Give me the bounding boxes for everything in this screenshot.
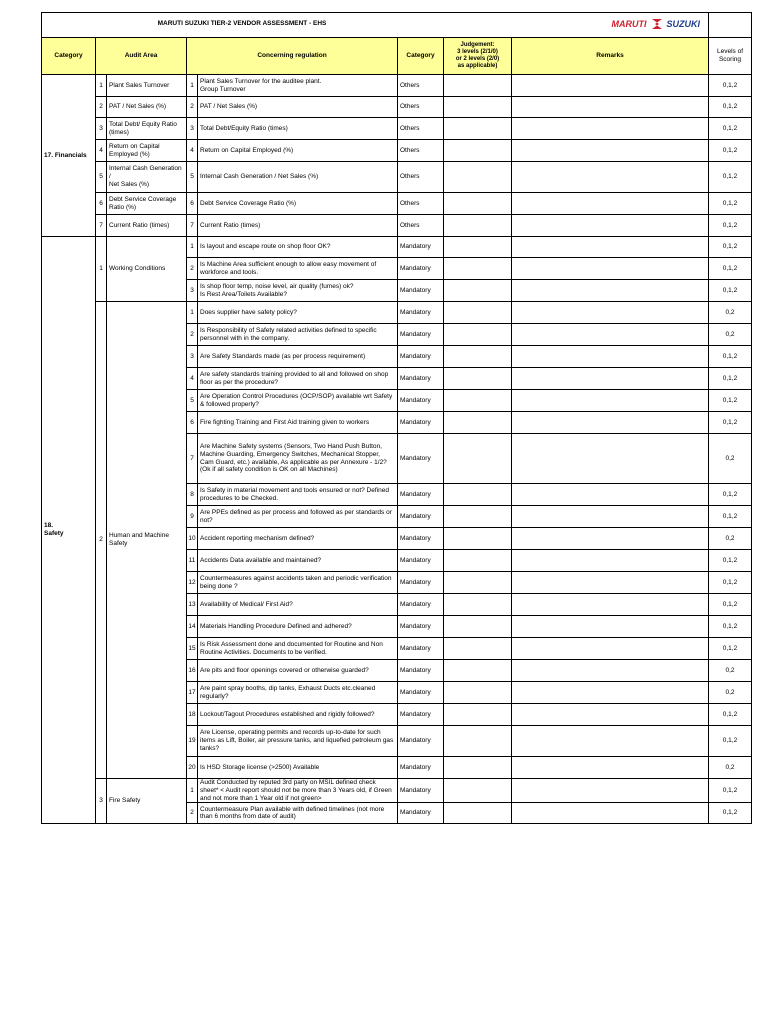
remarks-cell[interactable]	[512, 412, 709, 434]
remarks-cell[interactable]	[512, 215, 709, 237]
regulation-text: Is Responsibility of Safety related activities defined to specific personnel with in the company.	[198, 324, 398, 346]
regulation-text: Is shop floor temp, noise level, air quality (fumes) ok? Is Rest Area/Toilets Available?	[198, 280, 398, 302]
item-number: 2	[187, 324, 198, 346]
item-category: Mandatory	[398, 638, 444, 660]
item-number: 2	[187, 97, 198, 118]
logo-suzuki-text: SUZUKI	[666, 18, 700, 29]
remarks-cell[interactable]	[512, 616, 709, 638]
audit-area-name: Internal Cash Generation / Net Sales (%)	[107, 162, 187, 193]
item-category: Mandatory	[398, 704, 444, 726]
audit-area-number: 7	[96, 215, 107, 237]
levels-of-scoring: 0,1,2	[709, 779, 752, 803]
regulation-text: Are safety standards training provided to all and followed on shop floor as per the procedure?	[198, 368, 398, 390]
remarks-cell[interactable]	[512, 484, 709, 506]
item-number: 9	[187, 506, 198, 528]
remarks-cell[interactable]	[512, 704, 709, 726]
item-number: 16	[187, 660, 198, 682]
audit-area-number: 4	[96, 140, 107, 162]
remarks-cell[interactable]	[512, 280, 709, 302]
header-remarks: Remarks	[512, 38, 709, 75]
judgement-cell[interactable]	[444, 434, 512, 484]
item-category: Mandatory	[398, 484, 444, 506]
item-number: 1	[187, 302, 198, 324]
remarks-cell[interactable]	[512, 390, 709, 412]
header-row	[42, 38, 752, 75]
regulation-text: Are License, operating permits and records up-to-date for such items as Lift, Boiler, air pressure tanks, and liquefied petroleum gas tanks?	[198, 726, 398, 757]
regulation-text: Availability of Medical/ First Aid?	[198, 594, 398, 616]
table-row	[42, 118, 752, 140]
judgement-cell[interactable]	[444, 162, 512, 193]
judgement-cell[interactable]	[444, 660, 512, 682]
regulation-text: Are PPEs defined as per process and followed as per standards or not?	[198, 506, 398, 528]
levels-of-scoring: 0,2	[709, 324, 752, 346]
item-number: 2	[187, 258, 198, 280]
regulation-text: Current Ratio (times)	[198, 215, 398, 237]
remarks-cell[interactable]	[512, 346, 709, 368]
remarks-cell[interactable]	[512, 118, 709, 140]
item-number: 7	[187, 434, 198, 484]
item-category: Mandatory	[398, 726, 444, 757]
table-row	[42, 75, 752, 97]
item-category: Mandatory	[398, 757, 444, 779]
item-number: 6	[187, 412, 198, 434]
item-category: Others	[398, 75, 444, 97]
item-number: 14	[187, 616, 198, 638]
judgement-cell[interactable]	[444, 572, 512, 594]
section-category: 17. Financials	[42, 75, 96, 237]
regulation-text: Is HSD Storage license (>2500) Available	[198, 757, 398, 779]
regulation-text: Is Machine Area sufficient enough to allow easy movement of workforce and tools.	[198, 258, 398, 280]
company-logo	[612, 18, 701, 30]
regulation-text: Does supplier have safety policy?	[198, 302, 398, 324]
item-category: Mandatory	[398, 528, 444, 550]
levels-of-scoring: 0,1,2	[709, 484, 752, 506]
table-row	[42, 97, 752, 118]
item-category: Others	[398, 118, 444, 140]
item-category: Mandatory	[398, 324, 444, 346]
audit-area-name: Fire Safety	[107, 779, 187, 824]
audit-area-number: 6	[96, 193, 107, 215]
item-number: 5	[187, 390, 198, 412]
item-category: Mandatory	[398, 779, 444, 803]
regulation-text: Total Debt/Equity Ratio (times)	[198, 118, 398, 140]
remarks-cell[interactable]	[512, 75, 709, 97]
audit-area-number: 5	[96, 162, 107, 193]
levels-of-scoring: 0,2	[709, 434, 752, 484]
regulation-text: PAT / Net Sales (%)	[198, 97, 398, 118]
item-category: Mandatory	[398, 368, 444, 390]
judgement-cell[interactable]	[444, 682, 512, 704]
item-category: Others	[398, 215, 444, 237]
levels-of-scoring: 0,2	[709, 660, 752, 682]
table-row	[42, 215, 752, 237]
table-row	[42, 193, 752, 215]
item-category: Others	[398, 97, 444, 118]
item-category: Mandatory	[398, 594, 444, 616]
levels-of-scoring: 0,1,2	[709, 616, 752, 638]
levels-of-scoring: 0,1,2	[709, 75, 752, 97]
levels-of-scoring: 0,1,2	[709, 215, 752, 237]
judgement-cell[interactable]	[444, 193, 512, 215]
table-row	[42, 237, 752, 258]
item-category: Mandatory	[398, 412, 444, 434]
item-number: 3	[187, 118, 198, 140]
item-number: 15	[187, 638, 198, 660]
audit-area-name: Working Conditions	[107, 237, 187, 302]
audit-area-number: 2	[96, 302, 107, 779]
table-row	[42, 779, 752, 803]
audit-area-number: 3	[96, 779, 107, 824]
regulation-text: Are paint spray booths, dip tanks, Exhaust Ducts etc.cleaned regularly?	[198, 682, 398, 704]
audit-area-number: 1	[96, 237, 107, 302]
judgement-cell[interactable]	[444, 75, 512, 97]
remarks-cell[interactable]	[512, 726, 709, 757]
header-concerning-regulation: Concerning regulation	[187, 38, 398, 75]
remarks-cell[interactable]	[512, 324, 709, 346]
regulation-text: Is layout and escape route on shop floor OK?	[198, 237, 398, 258]
judgement-cell[interactable]	[444, 280, 512, 302]
item-number: 1	[187, 75, 198, 97]
remarks-cell[interactable]	[512, 434, 709, 484]
remarks-cell[interactable]	[512, 140, 709, 162]
table-row	[42, 302, 752, 324]
levels-of-scoring: 0,1,2	[709, 118, 752, 140]
remarks-cell[interactable]	[512, 803, 709, 824]
header-judgement: Judgement: 3 levels (2/1/0) or 2 levels (2/0) as applicable)	[444, 38, 512, 75]
remarks-cell[interactable]	[512, 779, 709, 803]
levels-of-scoring: 0,1,2	[709, 550, 752, 572]
remarks-cell[interactable]	[512, 368, 709, 390]
levels-of-scoring: 0,2	[709, 302, 752, 324]
item-number: 4	[187, 368, 198, 390]
item-category: Mandatory	[398, 616, 444, 638]
remarks-cell[interactable]	[512, 757, 709, 779]
levels-of-scoring: 0,2	[709, 757, 752, 779]
item-category: Mandatory	[398, 280, 444, 302]
document-title: MARUTI SUZUKI TIER-2 VENDOR ASSESSMENT - EHS	[157, 20, 327, 27]
levels-of-scoring: 0,2	[709, 528, 752, 550]
levels-of-scoring: 0,1,2	[709, 346, 752, 368]
levels-of-scoring: 0,1,2	[709, 390, 752, 412]
regulation-text: Audit Conducted by reputed 3rd party on MSIL defined check sheet* < Audit report should not be more than 3 Years old, if Green and not more than 1 Year old if not green>	[198, 779, 398, 803]
table-row	[42, 162, 752, 193]
regulation-text: Return on Capital Employed (%)	[198, 140, 398, 162]
regulation-text: Are Machine Safety systems (Sensors, Two Hand Push Button, Machine Guarding, Emergency Switches, Mechanical Stopper, Cam Guard, etc.) available, As applicable as per Annexure - 1/2? (Ok if all safety condition is OK on all Machines)	[198, 434, 398, 484]
judgement-cell[interactable]	[444, 803, 512, 824]
audit-area-name: PAT / Net Sales (%)	[107, 97, 187, 118]
levels-of-scoring: 0,1,2	[709, 368, 752, 390]
judgement-cell[interactable]	[444, 258, 512, 280]
remarks-cell[interactable]	[512, 302, 709, 324]
remarks-cell[interactable]	[512, 682, 709, 704]
levels-of-scoring: 0,1,2	[709, 412, 752, 434]
section-category: 18. Safety	[42, 237, 96, 824]
levels-of-scoring: 0,1,2	[709, 97, 752, 118]
levels-of-scoring: 0,1,2	[709, 704, 752, 726]
item-number: 7	[187, 215, 198, 237]
judgement-cell[interactable]	[444, 412, 512, 434]
levels-of-scoring: 0,1,2	[709, 638, 752, 660]
judgement-cell[interactable]	[444, 594, 512, 616]
item-number: 8	[187, 484, 198, 506]
regulation-text: Internal Cash Generation / Net Sales (%)	[198, 162, 398, 193]
regulation-text: Is Safety in material movement and tools ensured or not? Defined procedures to be Checked.	[198, 484, 398, 506]
judgement-cell[interactable]	[444, 390, 512, 412]
item-category: Mandatory	[398, 390, 444, 412]
item-category: Mandatory	[398, 258, 444, 280]
header-category: Category	[42, 38, 96, 75]
levels-of-scoring: 0,1,2	[709, 237, 752, 258]
item-number: 1	[187, 779, 198, 803]
remarks-cell[interactable]	[512, 594, 709, 616]
item-number: 13	[187, 594, 198, 616]
judgement-cell[interactable]	[444, 616, 512, 638]
levels-of-scoring: 0,1,2	[709, 803, 752, 824]
item-number: 2	[187, 803, 198, 824]
item-number: 18	[187, 704, 198, 726]
judgement-cell[interactable]	[444, 484, 512, 506]
remarks-cell[interactable]	[512, 638, 709, 660]
regulation-text: Materials Handling Procedure Defined and adhered?	[198, 616, 398, 638]
judgement-cell[interactable]	[444, 726, 512, 757]
levels-of-scoring: 0,1,2	[709, 140, 752, 162]
audit-area-number: 3	[96, 118, 107, 140]
judgement-cell[interactable]	[444, 346, 512, 368]
title-row	[42, 13, 709, 38]
remarks-cell[interactable]	[512, 258, 709, 280]
remarks-cell[interactable]	[512, 97, 709, 118]
audit-area-name: Return on Capital Employed (%)	[107, 140, 187, 162]
judgement-cell[interactable]	[444, 302, 512, 324]
item-category: Mandatory	[398, 682, 444, 704]
item-category: Mandatory	[398, 237, 444, 258]
item-number: 1	[187, 237, 198, 258]
audit-area-name: Plant Sales Turnover	[107, 75, 187, 97]
judgement-cell[interactable]	[444, 368, 512, 390]
levels-of-scoring: 0,1,2	[709, 162, 752, 193]
judgement-cell[interactable]	[444, 528, 512, 550]
item-category: Mandatory	[398, 346, 444, 368]
item-number: 20	[187, 757, 198, 779]
item-category: Others	[398, 140, 444, 162]
item-number: 3	[187, 346, 198, 368]
item-category: Mandatory	[398, 660, 444, 682]
judgement-cell[interactable]	[444, 704, 512, 726]
item-category: Mandatory	[398, 550, 444, 572]
item-category: Mandatory	[398, 434, 444, 484]
regulation-text: Fire fighting Training and First Aid training given to workers	[198, 412, 398, 434]
judgement-cell[interactable]	[444, 97, 512, 118]
item-category: Mandatory	[398, 506, 444, 528]
regulation-text: Accident reporting mechanism defined?	[198, 528, 398, 550]
regulation-text: Are pits and floor openings covered or otherwise guarded?	[198, 660, 398, 682]
header-category-type: Category	[398, 38, 444, 75]
audit-area-number: 1	[96, 75, 107, 97]
remarks-cell[interactable]	[512, 193, 709, 215]
regulation-text: Accidents Data available and maintained?	[198, 550, 398, 572]
assessment-table	[41, 12, 752, 824]
levels-of-scoring: 0,1,2	[709, 506, 752, 528]
item-number: 6	[187, 193, 198, 215]
remarks-cell[interactable]	[512, 506, 709, 528]
levels-of-scoring: 0,1,2	[709, 726, 752, 757]
remarks-cell[interactable]	[512, 237, 709, 258]
judgement-cell[interactable]	[444, 757, 512, 779]
item-number: 5	[187, 162, 198, 193]
logo-maruti-text: MARUTI	[611, 18, 647, 29]
item-number: 19	[187, 726, 198, 757]
levels-of-scoring: 0,2	[709, 682, 752, 704]
levels-of-scoring: 0,1,2	[709, 280, 752, 302]
item-number: 10	[187, 528, 198, 550]
item-category: Mandatory	[398, 803, 444, 824]
item-number: 17	[187, 682, 198, 704]
item-category: Others	[398, 193, 444, 215]
regulation-text: Is Risk Assessment done and documented for Routine and Non Routine Activities. Documents to be verified.	[198, 638, 398, 660]
levels-of-scoring: 0,1,2	[709, 193, 752, 215]
regulation-text: Are Operation Control Procedures (OCP/SOP) available wrt Safety & followed properly?	[198, 390, 398, 412]
judgement-cell[interactable]	[444, 550, 512, 572]
audit-area-name: Total Debt/ Equity Ratio (times)	[107, 118, 187, 140]
item-number: 11	[187, 550, 198, 572]
levels-of-scoring: 0,1,2	[709, 258, 752, 280]
regulation-text: Countermeasure Plan available with defined timelines (not more than 6 months from date of audit)	[198, 803, 398, 824]
judgement-cell[interactable]	[444, 118, 512, 140]
levels-of-scoring: 0,1,2	[709, 594, 752, 616]
remarks-cell[interactable]	[512, 572, 709, 594]
suzuki-s-icon	[650, 18, 664, 30]
regulation-text: Plant Sales Turnover for the auditee plant. Group Turnover	[198, 75, 398, 97]
header-levels-of-scoring: Levels of Scoring	[709, 38, 752, 75]
audit-area-name: Debt Service Coverage Ratio (%)	[107, 193, 187, 215]
regulation-text: Countermeasures against accidents taken and periodic verification being done ?	[198, 572, 398, 594]
item-category: Others	[398, 162, 444, 193]
regulation-text: Are Safety Standards made (as per process requirement)	[198, 346, 398, 368]
regulation-text: Lockout/Tagout Procedures established and rigidly followed?	[198, 704, 398, 726]
judgement-cell[interactable]	[444, 140, 512, 162]
table-row	[42, 140, 752, 162]
remarks-cell[interactable]	[512, 550, 709, 572]
regulation-text: Debt Service Coverage Ratio (%)	[198, 193, 398, 215]
item-category: Mandatory	[398, 572, 444, 594]
item-category: Mandatory	[398, 302, 444, 324]
judgement-cell[interactable]	[444, 638, 512, 660]
judgement-cell[interactable]	[444, 506, 512, 528]
remarks-cell[interactable]	[512, 528, 709, 550]
item-number: 3	[187, 280, 198, 302]
audit-area-name: Human and Machine Safety	[107, 302, 187, 779]
judgement-cell[interactable]	[444, 237, 512, 258]
header-audit-area: Audit Area	[96, 38, 187, 75]
item-number: 12	[187, 572, 198, 594]
judgement-cell[interactable]	[444, 215, 512, 237]
audit-area-name: Current Ratio (times)	[107, 215, 187, 237]
audit-area-number: 2	[96, 97, 107, 118]
levels-of-scoring: 0,1,2	[709, 572, 752, 594]
remarks-cell[interactable]	[512, 660, 709, 682]
item-number: 4	[187, 140, 198, 162]
judgement-cell[interactable]	[444, 324, 512, 346]
title-blank-cell	[709, 13, 752, 38]
remarks-cell[interactable]	[512, 162, 709, 193]
judgement-cell[interactable]	[444, 779, 512, 803]
